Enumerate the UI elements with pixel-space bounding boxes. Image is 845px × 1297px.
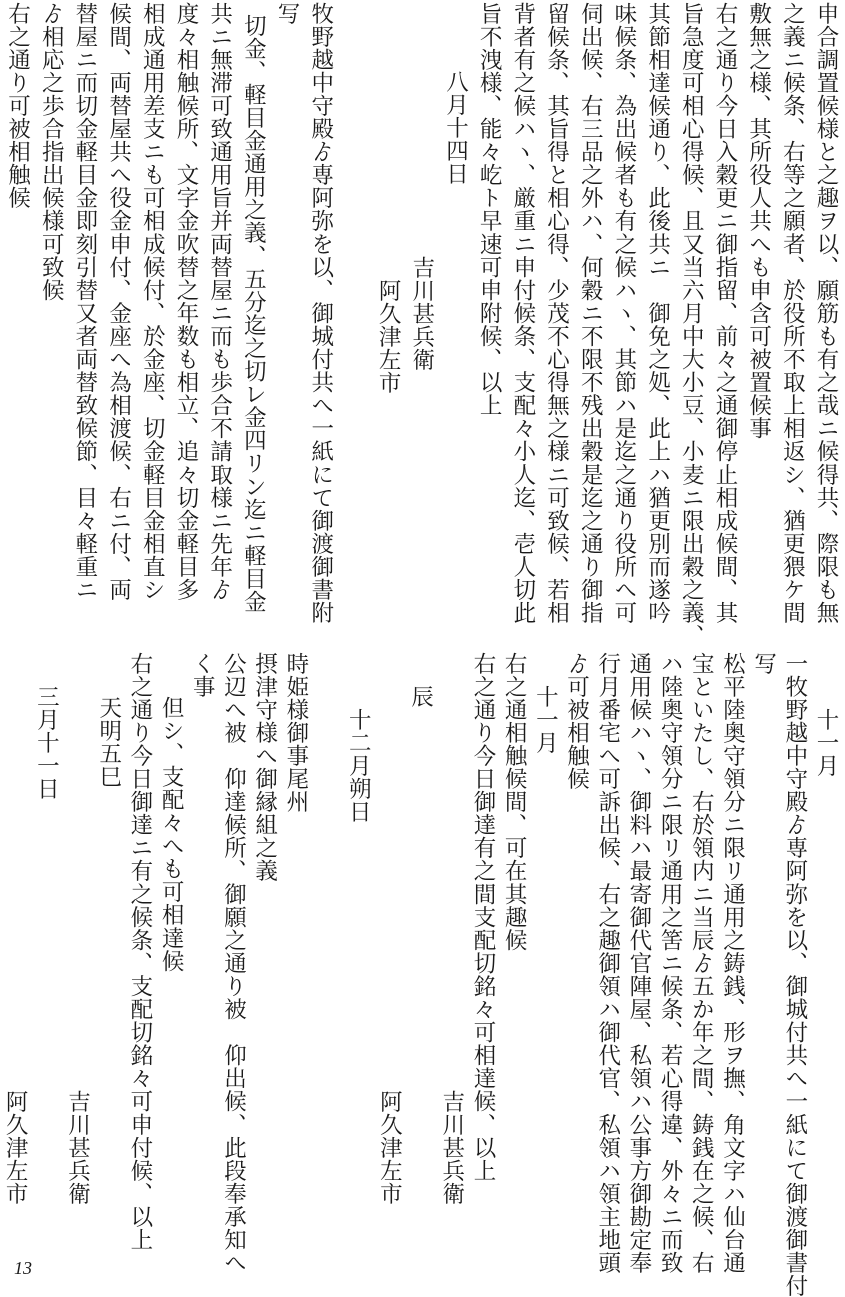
text-column [137,2,171,642]
text-column [158,652,189,1212]
text-column [96,652,127,1212]
column-text: 写 [274,2,300,26]
column-text: 敷無之様、其所役人共へも申含可被置候事 [745,2,772,440]
column-text: 吉川甚兵衛 [438,1089,465,1206]
column-text: 吉川甚兵衛 [408,255,435,372]
column-text: 伺出候、右三品之外ハ、何穀ニ不限不残出穀是迄之通り御指 [577,2,604,625]
column-text: ゟ相応之歩合指出候様可致候 [38,2,65,302]
column-text: 候間、両替屋共へ役金申付、金座へ為相渡候、右ニ付、両 [105,2,132,602]
text-column [688,652,719,1275]
column-text: 共ニ無滞可致通用旨并両替屋ニ而も歩合不請取様ニ先年ゟ [206,2,233,602]
text-column [406,2,440,642]
column-text: 吉川甚兵衛 [64,1089,91,1206]
column-text: 八月十四日 [442,69,469,185]
column-text: 阿久津左市 [376,1089,403,1206]
column-text: 右之通り今日入穀更ニ御指留、前々之通御停止相成候間、其 [711,2,738,625]
column-text: 牧野越中守殿ゟ専阿弥を以、御城付共へ一紙にて御渡御書附 [307,2,334,625]
column-text: 切金、軽目金通用之義、五分迄之切レ金四リン迄ニ軽目金 [240,13,267,613]
page-number: 13 [14,1258,32,1278]
text-column [777,2,811,642]
column-text: 旨不洩様、能々屹ト早速可申附候、以上 [476,2,503,417]
text-column [339,2,373,642]
text-column [709,2,743,642]
column-text: 通用候ハヽ、御料ハ最寄御代官陣屋、私領ハ公事方御勘定奉 [625,652,652,1275]
text-column [345,652,376,1212]
text-column [314,652,345,1212]
text-column [781,652,813,1297]
column-text: 其節相達候通り、此後共ニ 御免之処、此上ハ猶更別而遂吟 [644,2,671,625]
column-text: 右之通相触候間、可在其趣候 [501,652,528,952]
column-text: 行月番宅へ可訴出候、右之趣御領ハ御代官、私領ハ領主地頭 [594,652,621,1275]
text-column [719,652,750,1275]
text-column [376,652,407,1212]
column-text: 時姫様御事尾州 [282,652,309,814]
column-text: 宝といたし、右於領内ニ当辰ゟ五か年之間、鋳銭在之候、右 [688,652,715,1275]
column-text: 背者有之候ハヽ、厳重ニ申付候条、支配々小人迄、壱人切此 [509,2,536,625]
column-text: 留候条、其旨得と相心得、少茂不心得無之様ニ可致候、若相 [543,2,570,625]
text-column [642,2,676,642]
column-text: 十一月 [532,684,559,754]
text-column [69,2,103,642]
column-text: 十二月朔日 [345,707,372,824]
text-column [36,2,70,642]
text-column [470,652,501,1212]
text-column [657,652,688,1275]
column-text: 阿久津左市 [375,279,402,395]
column-text: 摂津守様へ御縁組之義 [251,652,278,883]
text-column [541,2,575,642]
text-column [743,2,777,642]
text-column [2,652,33,1212]
text-column [305,2,339,642]
column-text: 但シ、支配々へも可相達候 [158,696,185,973]
column-text: 一牧野越中守殿ゟ専阿弥を以、御城付共へ一紙にて御渡御書付 [781,652,808,1297]
text-column [33,652,64,1212]
column-text: 三月十一日 [33,684,60,800]
column-text: 右之通り今日御達有之間支配切銘々可相達候、以上 [469,652,496,1183]
text-column [507,2,541,642]
text-column [575,2,609,642]
text-column [813,652,844,1212]
text-column [594,652,626,1275]
column-text: 旨急度可相心得候、且又当六月中大小豆、小麦ニ限出穀之義、 [678,2,705,648]
text-column [283,652,314,1212]
column-text: 替屋ニ而切金軽目金即刻引替又者両替致候節、目々軽重ニ [71,2,98,602]
column-text: 右之通り可被相触候 [4,2,31,210]
column-text: 松平陸奥守領分ニ限リ通用之鋳銭、形ヲ撫、角文字ハ仙台通 [719,652,746,1275]
text-column [532,652,563,1212]
text-column [189,652,220,1212]
text-column [440,2,474,642]
text-column [625,652,657,1275]
column-text: 之義ニ候条、右等之願者、於役所不取上相返シ、猶更猥ケ間 [779,2,806,625]
column-text: 天明五巳 [95,696,122,789]
text-column [271,2,305,642]
column-text: 写 [750,652,777,676]
column-text: ハ陸奥守領分ニ限リ通用之筈ニ候条、若心得違、外々ニ而致 [657,652,684,1275]
column-text: 度々相触候所、文字金吹替之年数も相立、追々切金軽目多 [172,2,199,602]
text-column [238,2,272,642]
column-text: 申合調置候様と之趣ヲ以、願筋も有之哉ニ候得共、際限も無 [813,2,839,625]
column-text: 右之通り今日御達ニ有之候条、支配切銘々可申付候、以上 [126,652,153,1252]
column-text: 阿久津左市 [2,1089,29,1206]
column-text: 辰 [407,684,434,708]
text-column [563,652,594,1212]
text-column [103,2,137,642]
text-column [204,2,238,642]
column-text: く事 [189,652,216,699]
column-text: 十一月 [813,707,839,778]
upper-text-block [2,2,844,648]
text-column [501,652,532,1212]
text-column [608,2,642,642]
text-column [126,652,158,1252]
text-column [170,2,204,642]
column-text: 公辺へ被 仰達候所、御願之通り被 仰出候、此段奉承知へ [220,652,247,1275]
text-column [473,2,507,642]
column-text: ゟ可被相触候 [563,652,590,791]
text-column [407,652,438,1212]
text-column [372,2,406,642]
text-column [2,2,36,642]
text-column [750,652,781,1212]
text-column [64,652,95,1212]
text-column [810,2,844,642]
text-column [220,652,251,1275]
column-text: 相成通用差支ニも可相成候付、於金座、切金軽目金相直シ [139,2,166,602]
text-column [676,2,710,648]
text-column [251,652,282,1212]
column-text: 味候条、為出候者も有之候ハヽ、其節ハ是迄之通り役所へ可 [610,2,637,625]
text-column [439,652,470,1212]
